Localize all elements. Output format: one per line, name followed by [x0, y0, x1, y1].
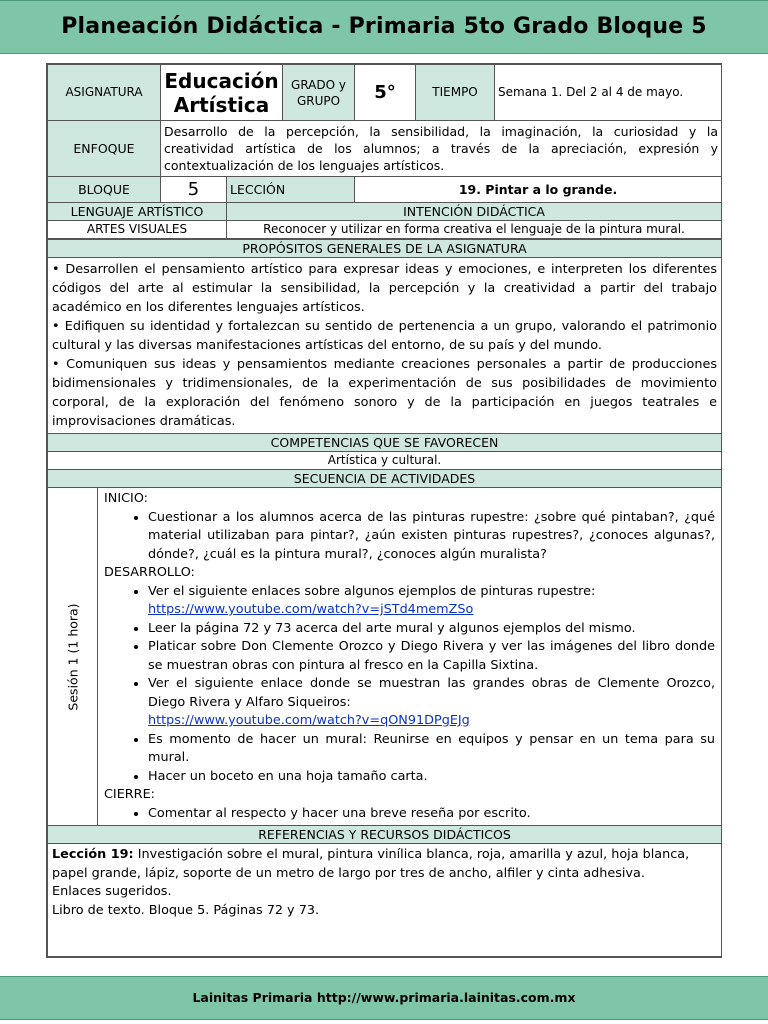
- list-item: • Cuestionar a los alumnos acerca de las pinturas rupestre: ¿sobre qué pintaban?, ¿qué material utilizaban para pintar?, ¿aún existen pinturas rupestres?, ¿conoces algunas?, dónde?, ¿cuál es la pintura mural?, ¿conoces algún muralista?: [148, 509, 715, 565]
- propositos-body: [48, 258, 722, 434]
- desarrollo-list: [104, 583, 715, 787]
- list-item: • Comentar al respecto y hacer una breve reseña por escrito.: [148, 805, 715, 824]
- list-item: • Leer la página 72 y 73 acerca del arte mural y algunos ejemplos del mismo.: [148, 620, 715, 639]
- info-table: [47, 64, 722, 239]
- session-cell: [48, 488, 98, 826]
- list-item: [148, 583, 715, 620]
- cierre-list: [104, 805, 715, 824]
- content-table: [47, 239, 722, 957]
- tiempo-value: Semana 1. Del 2 al 4 de mayo.: [495, 65, 722, 121]
- proposito-item: • Edifiquen su identidad y fortalezcan su sentido de pertenencia a un grupo, valorando el patrimonio cultural y las diversas manifestaciones artísticas del entorno, de su país y del mundo.: [52, 319, 718, 353]
- lenguaje-value: ARTES VISUALES: [48, 221, 227, 239]
- intencion-label: INTENCIÓN DIDÁCTICA: [227, 203, 722, 221]
- propositos-title: PROPÓSITOS GENERALES DE LA ASIGNATURA: [48, 240, 722, 258]
- referencias-line: Libro de texto. Bloque 5. Páginas 72 y 73.: [52, 902, 320, 918]
- competencias-title: COMPETENCIAS QUE SE FAVORECEN: [48, 434, 722, 452]
- video-link[interactable]: https://www.youtube.com/watch?v=jSTd4memZSo: [148, 602, 474, 617]
- grado-label: GRADO y GRUPO: [283, 65, 355, 121]
- enfoque-value: Desarrollo de la percepción, la sensibilidad, la imaginación, la curiosidad y la creatividad artística de los alumnos; a través de la apreciación, expresión y contextualización de los lenguajes artísticos.: [161, 121, 722, 177]
- lenguaje-label: LENGUAJE ARTÍSTICO: [48, 203, 227, 221]
- intencion-value: Reconocer y utilizar en forma creativa el lenguaje de la pintura mural.: [227, 221, 722, 239]
- asignatura-label: ASIGNATURA: [48, 65, 161, 121]
- leccion-ref-text: Investigación sobre el mural, pintura vinílica blanca, roja, amarilla y azul, hoja blanca, papel grande, lápiz, soporte de un metro de largo por tres de ancho, alfiler y cinta adhesiva.: [52, 847, 690, 881]
- proposito-item: • Comuniquen sus ideas y pensamientos mediante creaciones personales a partir de producciones bidimensionales y tridimensionales, de la experimentación de sus posibilidades de movimiento corporal, de la exploración del fenómeno sonoro y de la participación en juegos teatrales e improvisaciones dramáticas.: [52, 357, 718, 429]
- secuencia-title: SECUENCIA DE ACTIVIDADES: [48, 470, 722, 488]
- list-item: • Hacer un boceto en una hoja tamaño carta.: [148, 768, 715, 787]
- leccion-ref-label: Lección 19:: [52, 847, 134, 862]
- list-item: • Es momento de hacer un mural: Reunirse en equipos y pensar en un tema para su mural.: [148, 731, 715, 768]
- referencias-body: [48, 844, 722, 957]
- list-item: • Platicar sobre Don Clemente Orozco y Diego Rivera y ver las imágenes del libro donde se muestran obras con pintura al fresco en la Capilla Sixtina.: [148, 638, 715, 675]
- header-banner: [0, 0, 768, 54]
- item-text: Ver el siguiente enlaces sobre algunos ejemplos de pinturas rupestre:: [148, 583, 596, 599]
- grado-value: 5°: [355, 65, 416, 121]
- desarrollo-label: DESARROLLO:: [104, 565, 195, 580]
- session-label: Sesión 1 (1 hora): [65, 602, 80, 711]
- proposito-item: • Desarrollen el pensamiento artístico para expresar ideas y emociones, e interpreten los diferentes códigos del arte al estimular la sensibilidad, la percepción y la creatividad a partir del trabajo académico en los diferentes lenguajes artísticos.: [52, 262, 718, 315]
- inicio-list: [104, 509, 715, 565]
- referencias-line: Enlaces sugeridos.: [52, 884, 172, 899]
- tiempo-label: TIEMPO: [416, 65, 495, 121]
- list-item: [148, 675, 715, 731]
- footer-text: Lainitas Primaria http://www.primaria.lainitas.com.mx: [192, 990, 576, 1005]
- item-text: Ver el siguiente enlace donde se muestran las grandes obras de Clemente Orozco, Diego Rivera y Alfaro Siqueiros:: [148, 676, 716, 710]
- leccion-value: 19. Pintar a lo grande.: [355, 177, 722, 203]
- bloque-label: BLOQUE: [48, 177, 161, 203]
- enfoque-label: ENFOQUE: [48, 121, 161, 177]
- planning-sheet: [46, 63, 722, 958]
- page-title: Planeación Didáctica - Primaria 5to Grado Bloque 5: [61, 14, 707, 39]
- cierre-label: CIERRE:: [104, 787, 155, 802]
- asignatura-value: Educación Artística: [161, 65, 283, 121]
- competencias-value: Artística y cultural.: [48, 452, 722, 470]
- referencias-title: REFERENCIAS Y RECURSOS DIDÁCTICOS: [48, 826, 722, 844]
- footer-banner: [0, 976, 768, 1020]
- bloque-value: 5: [161, 177, 227, 203]
- video-link[interactable]: https://www.youtube.com/watch?v=qON91DPgEJg: [148, 713, 470, 728]
- inicio-label: INICIO:: [104, 491, 148, 506]
- referencias-leccion: [52, 846, 717, 883]
- secuencia-body: [98, 488, 722, 826]
- leccion-label: LECCIÓN: [227, 177, 355, 203]
